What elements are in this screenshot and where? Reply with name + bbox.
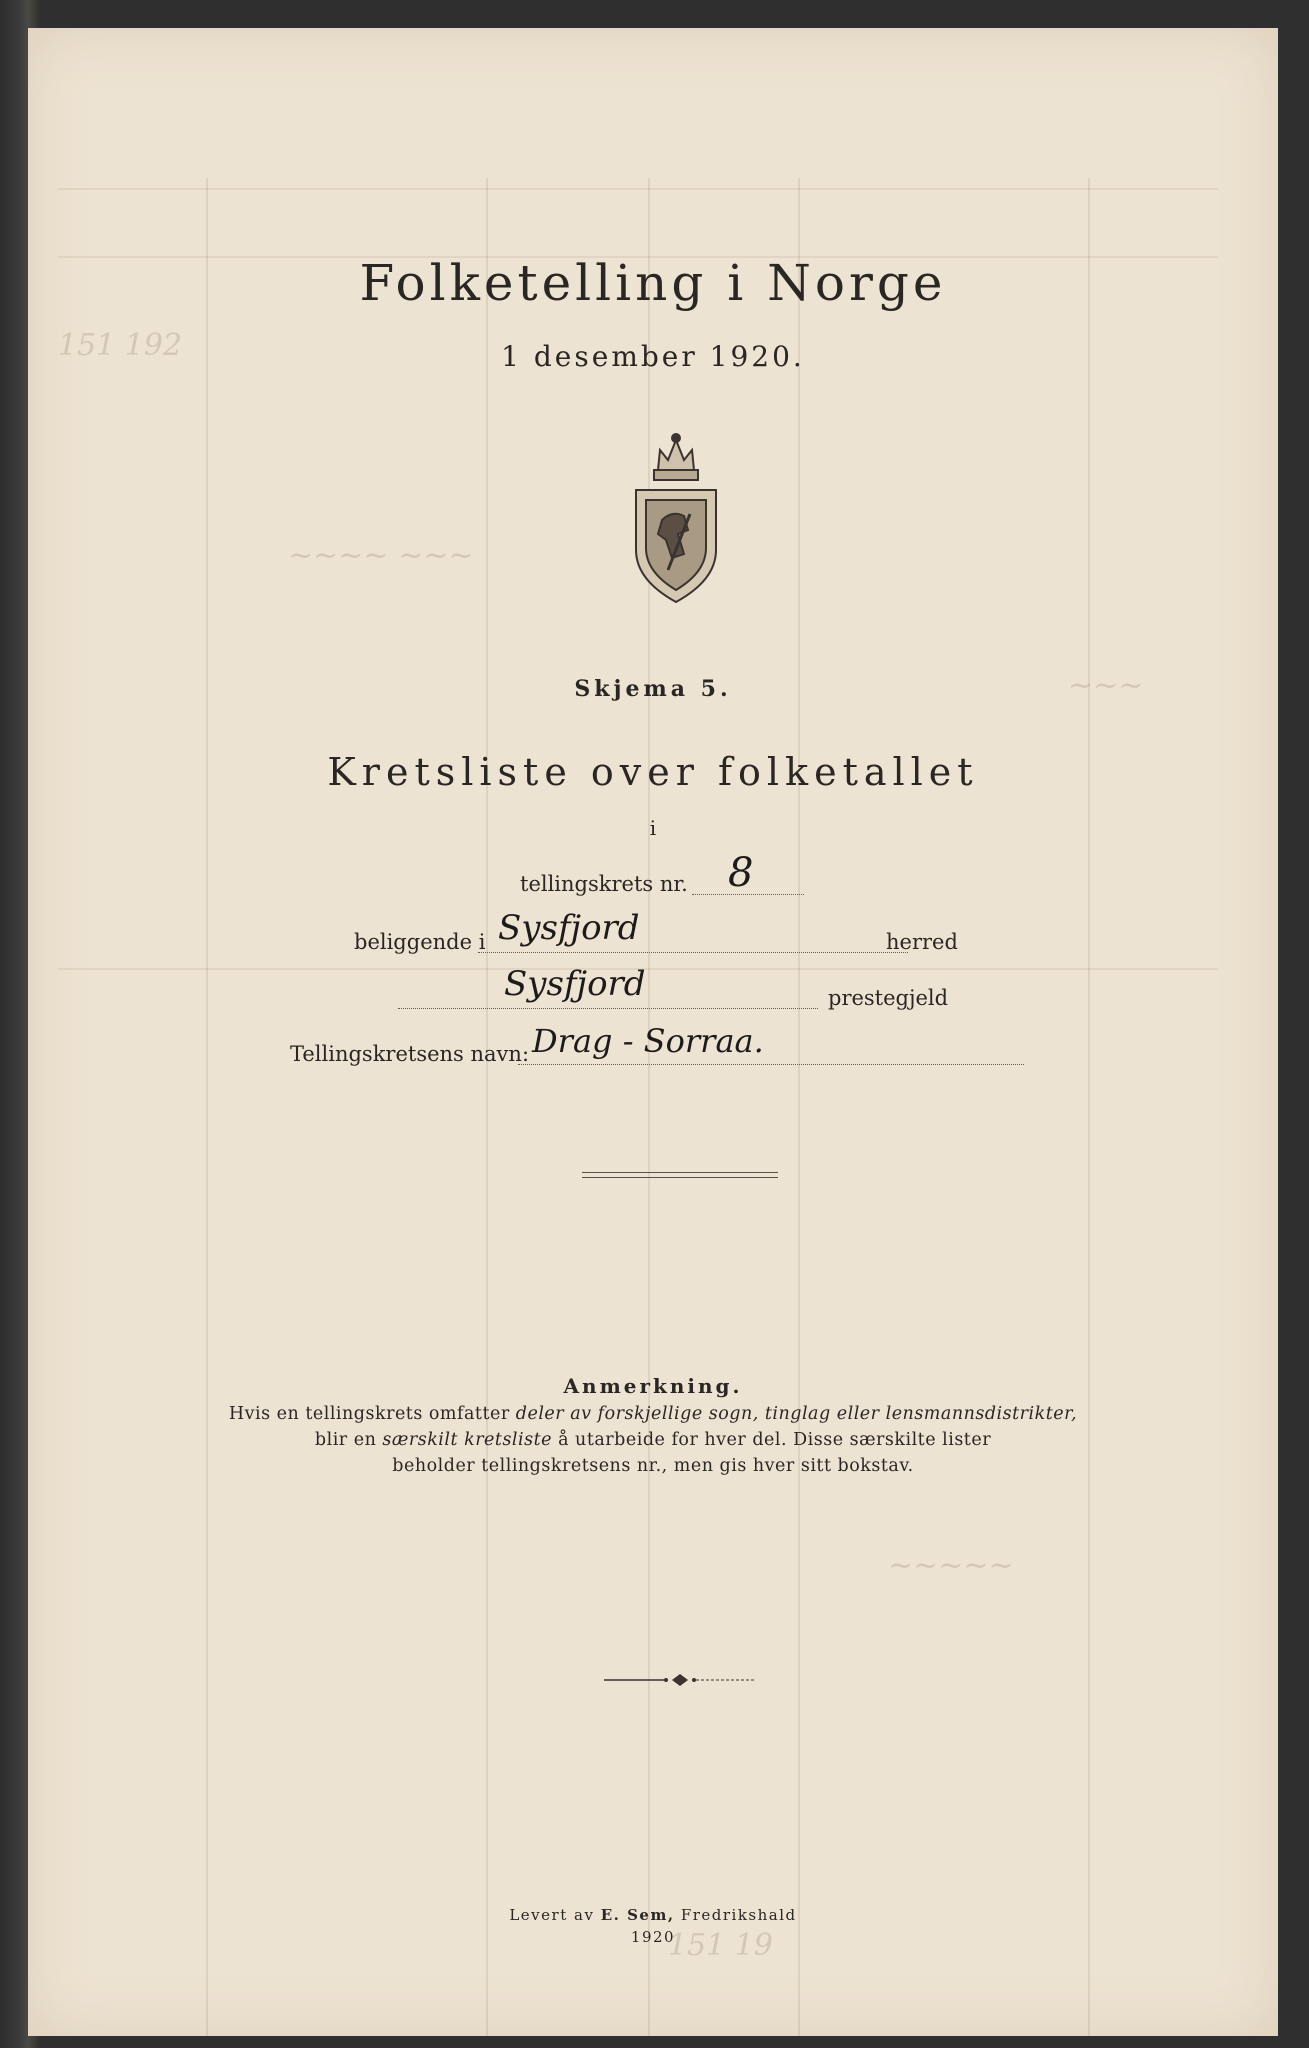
tellingskrets-value: 8 <box>728 850 754 896</box>
navn-value: Drag - Sorraa. <box>532 1022 764 1060</box>
norwegian-coat-of-arms-icon <box>628 430 724 606</box>
printer-year: 1920 <box>630 1928 676 1946</box>
tellingskrets-label: tellingskrets nr. <box>520 872 688 896</box>
printer-place: Fredrikshald <box>674 1906 797 1924</box>
preposition: i <box>649 816 657 840</box>
printer-line <box>28 1906 1278 1924</box>
bleed-through-line <box>1088 178 1090 2036</box>
list-title: Kretsliste over folketallet <box>327 750 979 794</box>
bleed-through-handwriting: ~~~ <box>1068 668 1144 703</box>
prestegjeld-suffix: prestegjeld <box>828 986 949 1010</box>
navn-label: Tellingskretsens navn: <box>290 1042 530 1066</box>
schema-number: Skjema 5. <box>574 676 732 702</box>
note-heading: Anmerkning. <box>563 1374 743 1398</box>
note-line-2 <box>28 1430 1278 1450</box>
herred-line <box>478 952 908 953</box>
bleed-through-handwriting: 151 19 <box>668 1928 773 1963</box>
note-line-2-start: blir en <box>314 1430 383 1450</box>
note-line-2-end: å utarbeide for hver del. Disse særskilte lister <box>552 1430 992 1450</box>
note-line-3: beholder tellingskretsens nr., men gis hver sitt bokstav. <box>392 1456 914 1476</box>
note-line-1-italic: deler av forskjellige sogn, tinglag eller lensmannsdistrikter, <box>515 1404 1078 1424</box>
note-line-1-start: Hvis en tellingskrets omfatter <box>228 1404 516 1424</box>
printer-prefix: Levert av <box>509 1906 601 1924</box>
section-divider <box>582 1172 778 1178</box>
navn-line <box>518 1064 1024 1065</box>
bleed-through-handwriting: 151 192 <box>58 328 183 363</box>
bleed-through-line <box>798 178 800 2036</box>
bleed-through-line <box>206 178 208 2036</box>
bleed-through-handwriting: ~~~~~ <box>888 1548 1014 1583</box>
herred-value: Sysfjord <box>498 908 640 948</box>
census-form-page <box>28 28 1278 2036</box>
ornament-divider-icon <box>604 1672 756 1688</box>
printer-name: E. Sem, <box>600 1906 675 1924</box>
herred-prefix: beliggende i <box>354 930 486 954</box>
prestegjeld-value: Sysfjord <box>504 964 646 1004</box>
herred-suffix: herred <box>886 930 958 954</box>
bleed-through-line <box>58 188 1218 190</box>
note-line-1 <box>28 1404 1278 1424</box>
bleed-through-line <box>486 178 488 2036</box>
census-date: 1 desember 1920. <box>501 340 805 373</box>
prestegjeld-line <box>398 1008 818 1009</box>
note-line-2-italic: særskilt kretsliste <box>382 1430 552 1450</box>
form-title: Folketelling i Norge <box>359 254 947 312</box>
bleed-through-handwriting: ~~~~ ~~~ <box>288 538 474 573</box>
